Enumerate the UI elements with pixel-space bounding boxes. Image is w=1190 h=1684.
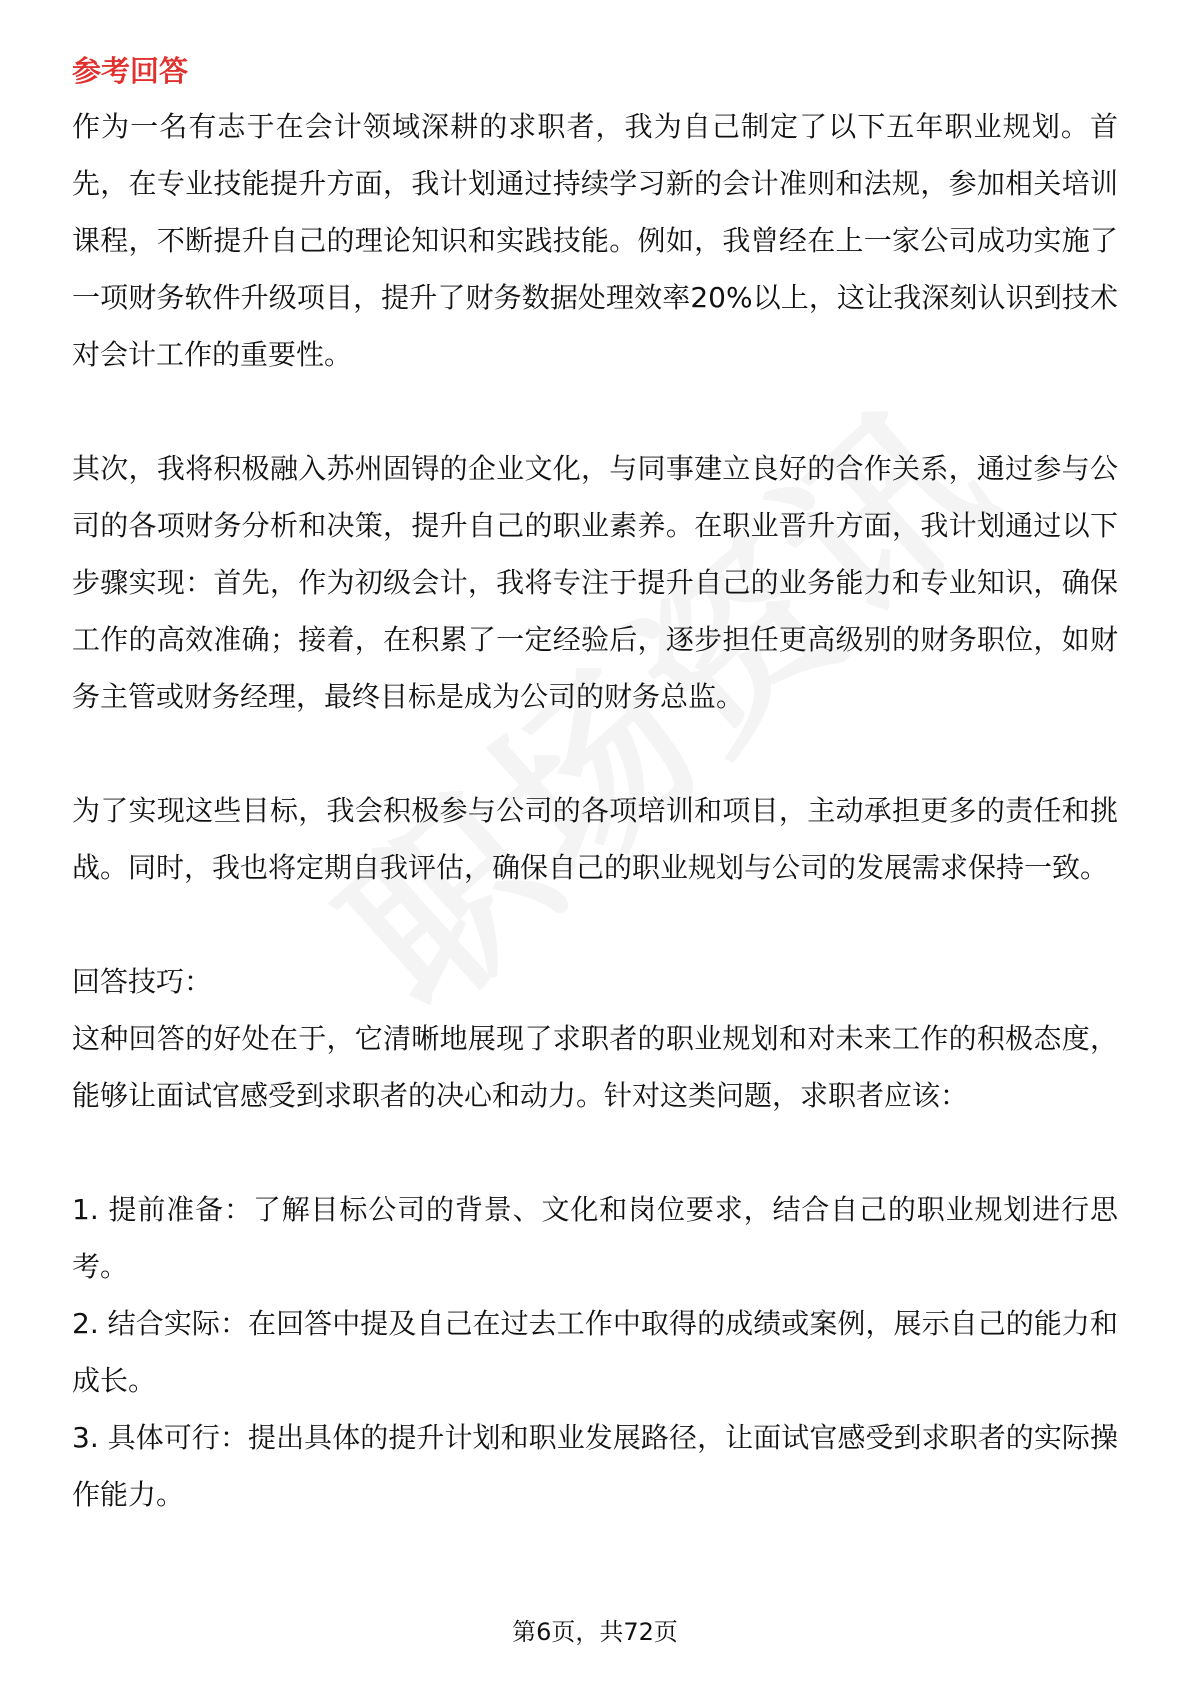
page-number-footer: 第6页，共72页 — [512, 1618, 678, 1646]
spacer — [72, 725, 1118, 782]
spacer — [72, 896, 1118, 953]
tips-title: 回答技巧： — [72, 965, 213, 998]
tip-item-3: 3. 具体可行：提出具体的提升计划和职业发展路径，让面试官感受到求职者的实际操作能力。 — [72, 1421, 1118, 1511]
spacer — [72, 383, 1118, 440]
tips-intro: 这种回答的好处在于，它清晰地展现了求职者的职业规划和对未来工作的积极态度，能够让面试官感受到求职者的决心和动力。针对这类问题，求职者应该： — [72, 1022, 1118, 1112]
tip-item-1: 1. 提前准备：了解目标公司的背景、文化和岗位要求，结合自己的职业规划进行思考。 — [72, 1193, 1118, 1283]
paragraph-1: 作为一名有志于在会计领域深耕的求职者，我为自己制定了以下五年职业规划。首先，在专业技能提升方面，我计划通过持续学习新的会计准则和法规，参加相关培训课程，不断提升自己的理论知识和实践技能。例如，我曾经在上一家公司成功实施了一项财务软件升级项目，提升了财务数据处理效率20%以上，这让我深刻认识到技术对会计工作的重要性。 — [72, 110, 1118, 371]
document-page — [72, 50, 1118, 1523]
tip-item-2: 2. 结合实际：在回答中提及自己在过去工作中取得的成绩或案例，展示自己的能力和成长。 — [72, 1307, 1118, 1397]
paragraph-3: 为了实现这些目标，我会积极参与公司的各项培训和项目，主动承担更多的责任和挑战。同时，我也将定期自我评估，确保自己的职业规划与公司的发展需求保持一致。 — [72, 794, 1118, 884]
paragraph-2: 其次，我将积极融入苏州固锝的企业文化，与同事建立良好的合作关系，通过参与公司的各项财务分析和决策，提升自己的职业素养。在职业晋升方面，我计划通过以下步骤实现：首先，作为初级会计，我将专注于提升自己的业务能力和专业知识，确保工作的高效准确；接着，在积累了一定经验后，逐步担任更高级别的财务职位，如财务主管或财务经理，最终目标是成为公司的财务总监。 — [72, 452, 1118, 713]
spacer — [72, 1124, 1118, 1181]
section-heading: 参考回答 — [72, 54, 189, 88]
